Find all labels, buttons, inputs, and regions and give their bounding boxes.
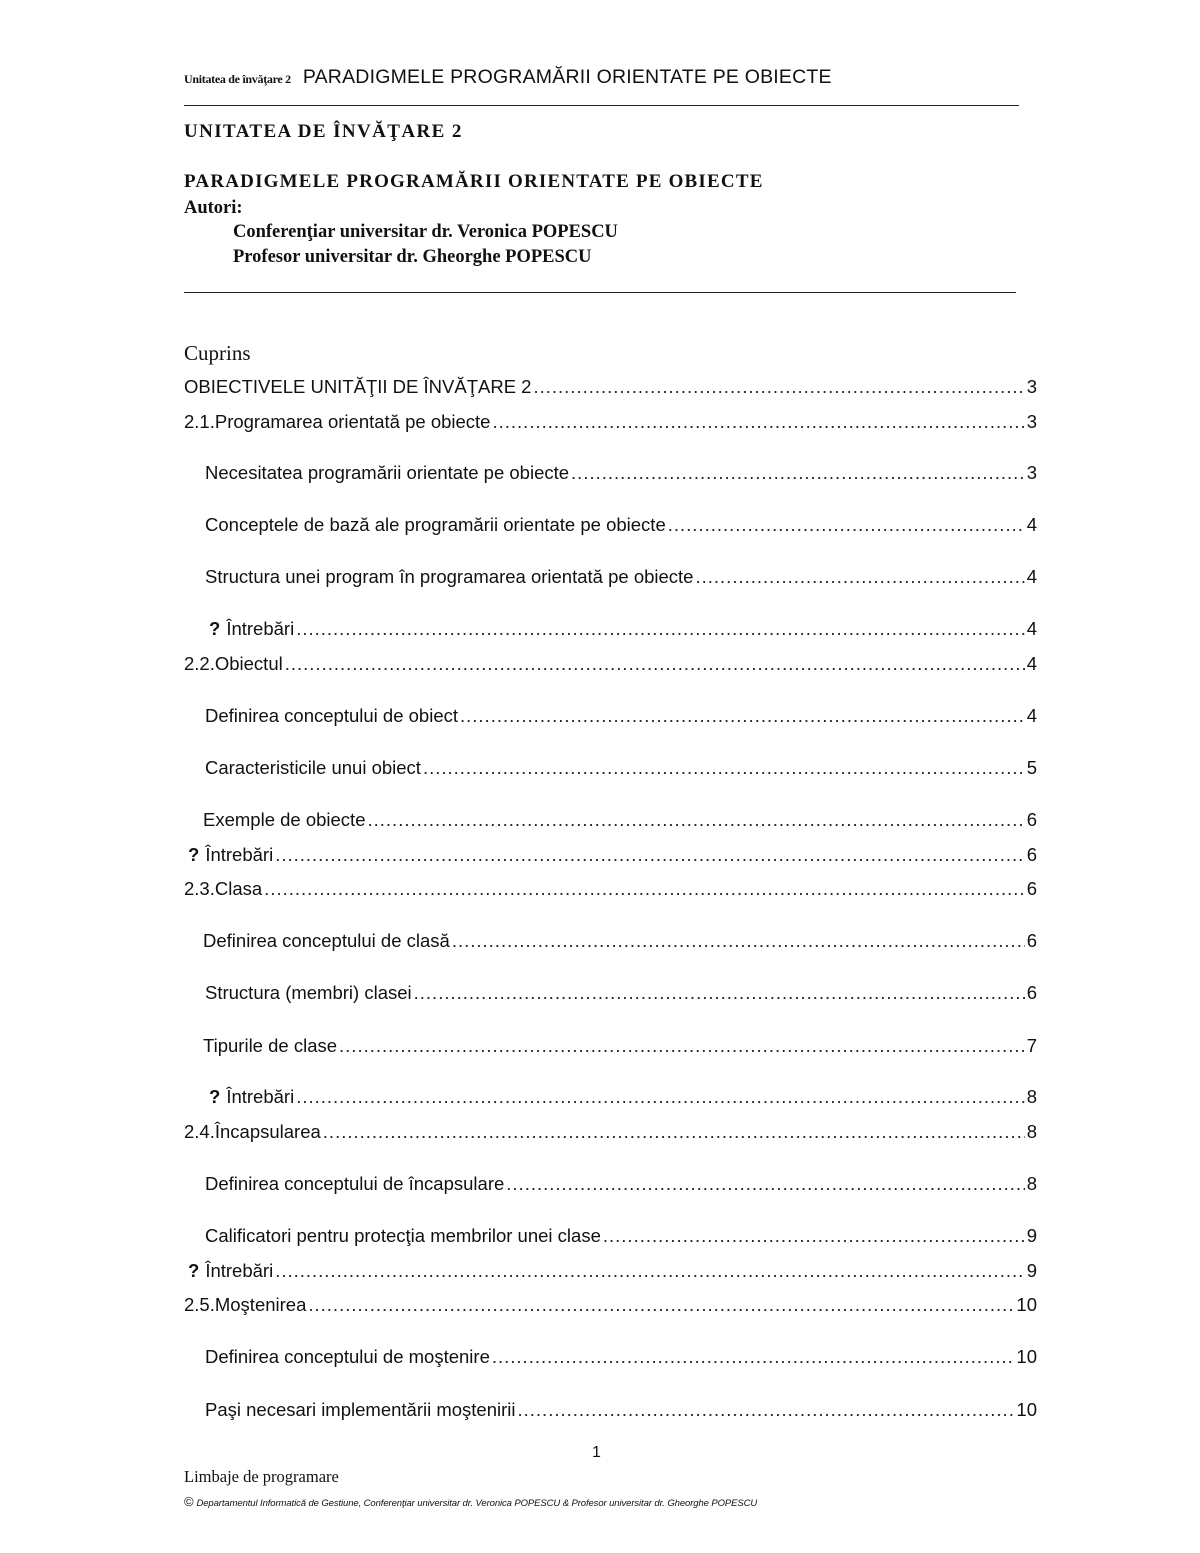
toc-entry[interactable] bbox=[205, 757, 1037, 785]
toc-page-number: 5 bbox=[1026, 757, 1037, 778]
toc-leader bbox=[506, 1173, 1024, 1195]
toc-entry[interactable] bbox=[184, 376, 1037, 404]
toc-page-number: 3 bbox=[1026, 462, 1037, 483]
toc-entry-text: Definirea conceptului de obiect bbox=[205, 705, 458, 726]
toc-entry[interactable] bbox=[184, 1294, 1037, 1322]
toc-page-number: 4 bbox=[1026, 618, 1037, 639]
toc-page-number: 4 bbox=[1026, 653, 1037, 674]
footer-course-name: Limbaje de programare bbox=[184, 1467, 339, 1486]
toc-entry-text: Conceptele de bază ale programării orientate pe obiecte bbox=[205, 514, 666, 535]
unit-heading: UNITATEA DE ÎNVĂŢARE 2 bbox=[184, 121, 463, 142]
toc-section-number: 2.5. bbox=[184, 1294, 215, 1315]
toc-leader bbox=[460, 705, 1025, 727]
toc-entry-text: Întrebări bbox=[205, 1260, 274, 1281]
question-icon: ? bbox=[209, 618, 221, 639]
toc-leader bbox=[308, 1294, 1014, 1316]
running-header bbox=[184, 66, 1019, 94]
toc-entry-text: Tipurile de clase bbox=[203, 1035, 338, 1056]
toc-entry-text: Obiectul bbox=[214, 653, 283, 674]
toc-section-number: 2.3. bbox=[184, 878, 215, 899]
toc-page-number: 6 bbox=[1026, 809, 1037, 830]
toc-entry[interactable] bbox=[188, 1260, 1037, 1288]
author-name: Conferenţiar universitar dr. Veronica POPESCU bbox=[233, 222, 618, 242]
question-icon: ? bbox=[188, 844, 200, 865]
toc-entry[interactable] bbox=[205, 462, 1037, 490]
toc-section-number: 2.1. bbox=[184, 411, 215, 432]
page-number: 1 bbox=[592, 1444, 601, 1461]
toc-leader bbox=[603, 1225, 1025, 1247]
toc-entry-text: Calificatori pentru protecţia membrilor unei clase bbox=[205, 1225, 601, 1246]
toc-page-number: 8 bbox=[1026, 1086, 1037, 1107]
toc-entry[interactable] bbox=[188, 844, 1037, 872]
toc-leader bbox=[533, 376, 1024, 398]
toc-page-number: 10 bbox=[1016, 1399, 1037, 1420]
question-icon: ? bbox=[209, 1086, 221, 1107]
toc-leader bbox=[296, 618, 1025, 640]
toc-section-number: 2.2. bbox=[184, 653, 215, 674]
toc-leader bbox=[668, 514, 1025, 536]
toc-page-number: 10 bbox=[1016, 1294, 1037, 1315]
toc-page-number: 10 bbox=[1016, 1346, 1037, 1367]
toc-page-number: 4 bbox=[1026, 514, 1037, 535]
toc-page-number: 8 bbox=[1026, 1173, 1037, 1194]
toc-entry[interactable] bbox=[209, 618, 1037, 646]
document-title: PARADIGMELE PROGRAMĂRII ORIENTATE PE OBIECTE bbox=[184, 171, 764, 192]
toc-page-number: 6 bbox=[1026, 844, 1037, 865]
toc-entry-text: Moştenirea bbox=[214, 1294, 307, 1315]
toc-page-number: 9 bbox=[1026, 1225, 1037, 1246]
toc-title: Cuprins bbox=[184, 341, 251, 365]
toc-leader bbox=[339, 1035, 1025, 1057]
toc-page-number: 4 bbox=[1026, 566, 1037, 587]
toc-entry[interactable] bbox=[205, 1225, 1037, 1253]
toc-page-number: 3 bbox=[1026, 376, 1037, 397]
toc-page-number: 8 bbox=[1026, 1121, 1037, 1142]
toc-entry[interactable] bbox=[184, 411, 1037, 439]
toc-leader bbox=[423, 757, 1025, 779]
toc-entry-text: Întrebări bbox=[226, 618, 295, 639]
toc-page-number: 7 bbox=[1026, 1035, 1037, 1056]
toc-entry-text: Încapsularea bbox=[214, 1121, 321, 1142]
toc-entry[interactable] bbox=[205, 1346, 1037, 1374]
footer-copyright bbox=[184, 1494, 757, 1509]
authors-label: Autori: bbox=[184, 198, 243, 218]
author-name: Profesor universitar dr. Gheorghe POPESCU bbox=[233, 247, 592, 267]
toc-leader bbox=[296, 1086, 1025, 1108]
toc-entry[interactable] bbox=[205, 566, 1037, 594]
toc-entry-text: Întrebări bbox=[226, 1086, 295, 1107]
toc-leader bbox=[695, 566, 1024, 588]
toc-entry[interactable] bbox=[203, 809, 1037, 837]
header-title: PARADIGMELE PROGRAMĂRII ORIENTATE PE OBIECTE bbox=[302, 66, 832, 88]
toc-leader bbox=[285, 653, 1025, 675]
toc-entry[interactable] bbox=[184, 1121, 1037, 1149]
question-icon: ? bbox=[188, 1260, 200, 1281]
title-divider bbox=[184, 292, 1016, 293]
copyright-icon: © bbox=[184, 1494, 194, 1509]
toc-entry-text: Structura unei program în programarea orientată pe obiecte bbox=[205, 566, 694, 587]
toc-leader bbox=[414, 982, 1025, 1004]
footer-copyright-text: Departamentul Informatică de Gestiune, Conferenţiar universitar dr. Veronica POPESCU & Profesor universitar dr. Gheorghe POPESCU bbox=[196, 1498, 758, 1509]
header-divider bbox=[184, 105, 1019, 106]
toc-entry[interactable] bbox=[184, 878, 1037, 906]
toc-page-number: 3 bbox=[1026, 411, 1037, 432]
toc-entry-text: Definirea conceptului de moştenire bbox=[205, 1346, 490, 1367]
toc-entry-text: OBIECTIVELE UNITĂŢII DE ÎNVĂŢARE 2 bbox=[184, 376, 532, 397]
toc-entry[interactable] bbox=[209, 1086, 1037, 1114]
toc-entry-text: Structura (membri) clasei bbox=[205, 982, 412, 1003]
toc-entry-text: Caracteristicile unui obiect bbox=[205, 757, 421, 778]
header-unit-label: Unitatea de învăţare 2 bbox=[184, 72, 291, 86]
toc-page-number: 9 bbox=[1026, 1260, 1037, 1281]
toc-entry-text: Programarea orientată pe obiecte bbox=[214, 411, 491, 432]
toc-leader bbox=[368, 809, 1025, 831]
toc-entry-text: Definirea conceptului de clasă bbox=[203, 930, 450, 951]
toc-page-number: 4 bbox=[1026, 705, 1037, 726]
toc-leader bbox=[492, 1346, 1015, 1368]
toc-leader bbox=[275, 1260, 1025, 1282]
toc-page-number: 6 bbox=[1026, 930, 1037, 951]
toc-entry[interactable] bbox=[203, 930, 1037, 958]
toc-leader bbox=[452, 930, 1025, 952]
toc-entry[interactable] bbox=[205, 1173, 1037, 1201]
toc-leader bbox=[518, 1399, 1015, 1421]
toc-section-number: 2.4. bbox=[184, 1121, 215, 1142]
toc-entry-text: Definirea conceptului de încapsulare bbox=[205, 1173, 505, 1194]
toc-entry[interactable] bbox=[205, 705, 1037, 733]
toc-leader bbox=[323, 1121, 1025, 1143]
toc-entry-text: Clasa bbox=[214, 878, 263, 899]
toc-leader bbox=[571, 462, 1025, 484]
toc-entry-text: Exemple de obiecte bbox=[203, 809, 366, 830]
toc-leader bbox=[492, 411, 1024, 433]
toc-entry[interactable] bbox=[184, 653, 1037, 681]
toc-entry-text: Necesitatea programării orientate pe obiecte bbox=[205, 462, 570, 483]
toc-leader bbox=[275, 844, 1025, 866]
toc-leader bbox=[264, 878, 1025, 900]
toc-page-number: 6 bbox=[1026, 982, 1037, 1003]
toc-page-number: 6 bbox=[1026, 878, 1037, 899]
toc-entry-text: Întrebări bbox=[205, 844, 274, 865]
toc-entry[interactable] bbox=[205, 514, 1037, 542]
toc-entry[interactable] bbox=[205, 1399, 1037, 1427]
toc-entry[interactable] bbox=[205, 982, 1037, 1010]
toc-entry[interactable] bbox=[203, 1035, 1037, 1063]
toc-entry-text: Paşi necesari implementării moştenirii bbox=[205, 1399, 516, 1420]
